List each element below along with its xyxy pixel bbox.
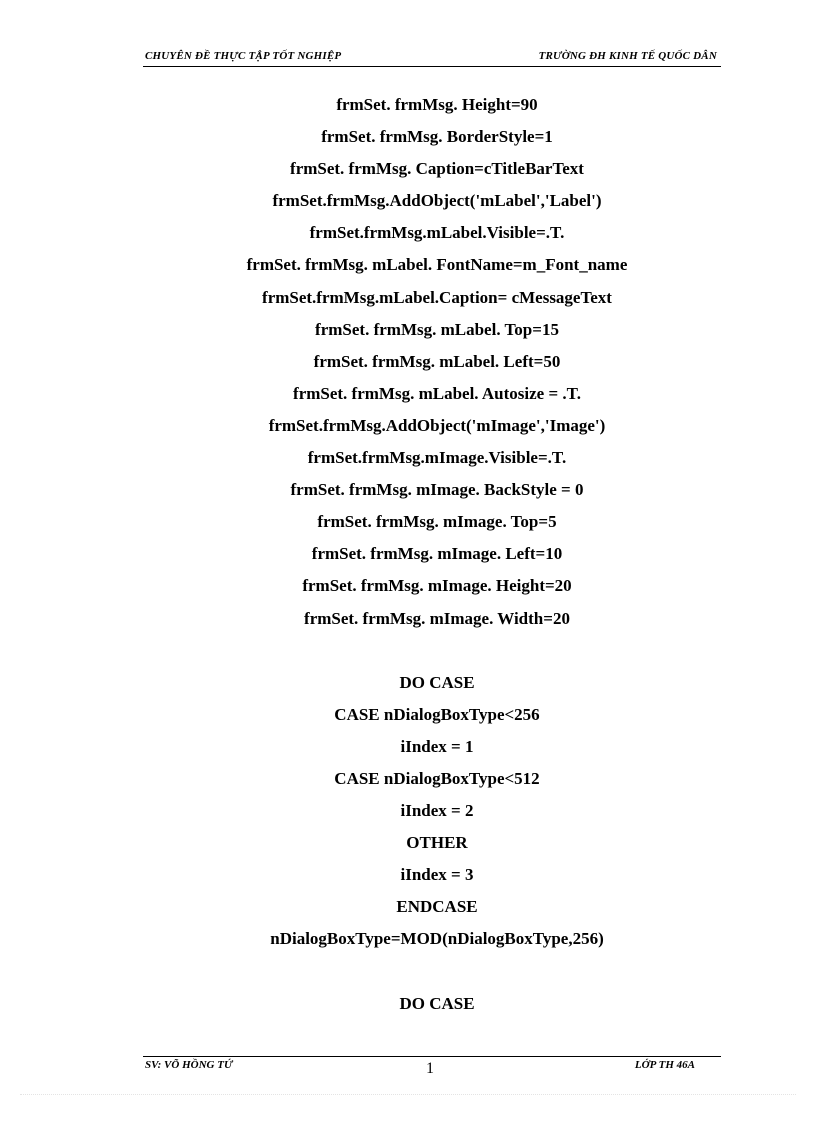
blank-line [143, 959, 731, 991]
blank-line [143, 638, 731, 670]
footer-class: LỚP TH 46A [634, 1059, 695, 1071]
code-line: frmSet. frmMsg. mLabel. Autosize = .T. [293, 383, 581, 403]
code-line: frmSet.frmMsg.mLabel.Visible=.T. [309, 223, 565, 243]
code-line: frmSet.frmMsg.mImage.Visible=.T. [307, 448, 567, 468]
page-header [143, 48, 721, 67]
code-line: frmSet. frmMsg. mImage. BackStyle = 0 [290, 480, 584, 500]
code-line: frmSet. frmMsg. mImage. Height=20 [302, 576, 572, 596]
code-line: iIndex = 3 [400, 865, 474, 885]
page-bottom-divider [20, 1094, 796, 1095]
code-line: frmSet. frmMsg. mLabel. FontName=m_Font_name [246, 255, 628, 275]
code-line: frmSet.frmMsg.AddObject('mLabel','Label') [272, 191, 602, 211]
code-line: frmSet. frmMsg. Caption=cTitleBarText [290, 159, 584, 179]
code-line: CASE nDialogBoxType<256 [334, 704, 540, 724]
page-footer [143, 1056, 721, 1081]
code-line: frmSet. frmMsg. mImage. Width=20 [304, 608, 570, 628]
code-line: frmSet. frmMsg. Height=90 [336, 95, 538, 114]
header-university: TRƯỜNG ĐH KINH TẾ QUỐC DÂN [538, 50, 717, 62]
code-line: frmSet. frmMsg. mImage. Left=10 [311, 544, 563, 564]
code-line: frmSet. frmMsg. mImage. Top=5 [317, 512, 557, 532]
code-line: DO CASE [399, 672, 475, 692]
header-course-title: CHUYÊN ĐỀ THỰC TẬP TỐT NGHIỆP [145, 50, 342, 62]
code-line: iIndex = 1 [400, 736, 474, 756]
code-line: OTHER [406, 833, 468, 853]
page-number: 1 [426, 1060, 434, 1077]
code-line: frmSet. frmMsg. BorderStyle=1 [321, 127, 553, 147]
code-line: DO CASE [399, 993, 475, 1013]
code-line: frmSet. frmMsg. mLabel. Top=15 [315, 319, 559, 339]
code-line: frmSet.frmMsg.mLabel.Caption= cMessageText [262, 287, 612, 307]
code-line: frmSet.frmMsg.AddObject('mImage','Image') [268, 415, 606, 435]
code-line: nDialogBoxType=MOD(nDialogBoxType,256) [270, 929, 604, 949]
code-line: ENDCASE [396, 897, 478, 917]
code-line: frmSet. frmMsg. mLabel. Left=50 [313, 351, 561, 371]
code-line: iIndex = 2 [400, 801, 474, 821]
code-listing [143, 92, 731, 1023]
footer-student-name: SV: VÕ HỒNG TỨ [145, 1059, 233, 1071]
code-line: CASE nDialogBoxType<512 [334, 768, 540, 788]
